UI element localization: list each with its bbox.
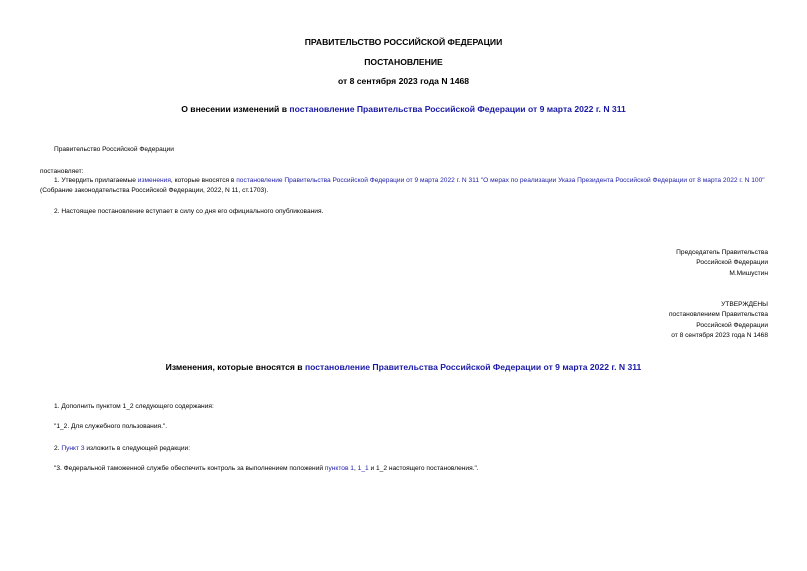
paragraph-1-text-a: 1. Утвердить прилагаемые: [54, 177, 138, 184]
paragraph-1-text-c: (Собрание законодательства Российской Федерации, 2022, N 11, ст.1703).: [40, 187, 269, 195]
decrees-text: постановляет:: [40, 168, 84, 175]
change-2-number: 2.: [54, 445, 62, 452]
change-3: [54, 464, 774, 474]
link-punkt-1[interactable]: пунктов 1: [324, 465, 354, 472]
signature-org: Российской Федерации: [696, 259, 768, 267]
link-izmeneniya[interactable]: изменения: [137, 177, 171, 184]
change-2: [54, 444, 190, 454]
paragraph-1: [40, 176, 770, 197]
signature-position: Председатель Правительства: [676, 249, 768, 256]
signature-name: М.Мишустин: [729, 269, 768, 277]
change-1-quote: "1_2. Для служебного пользования.".: [54, 423, 168, 430]
approved-date: от 8 сентября 2023 года N 1468: [671, 332, 768, 340]
changes-title-prefix: Изменения, которые вносятся в: [165, 362, 305, 372]
change-2-text: изложить в следующей редакции:: [84, 445, 191, 452]
change-3-text-a: "3. Федеральной таможенной службе обеспечить контроль за выполнением положений: [54, 465, 325, 472]
paragraph-2: 2. Настоящее постановление вступает в силу со дня его официального опубликования.: [54, 208, 324, 215]
changes-title: [0, 362, 807, 372]
document-title: [0, 104, 807, 114]
approved-org: Российской Федерации: [696, 321, 768, 329]
signature-block: [540, 248, 768, 279]
change-1: 1. Дополнить пунктом 1_2 следующего содержания:: [54, 403, 214, 410]
link-punkt-1-1[interactable]: 1_1: [357, 465, 369, 472]
approved-label: УТВЕРЖДЕНЫ: [721, 301, 768, 308]
document-date-number: от 8 сентября 2023 года N 1468: [337, 76, 470, 86]
link-decree-311-full[interactable]: постановление Правительства Российской Федерации от 9 марта 2022 г. N 311 "О мерах по реализации Указа Президента Российской Федерации от 8 марта 2022 г. N 100": [236, 177, 765, 184]
change-3-separator: ,: [353, 465, 358, 472]
changes-title-link-decree-311[interactable]: постановление Правительства Российской Федерации от 9 марта 2022 г. N 311: [304, 362, 642, 372]
approved-by: постановлением Правительства: [668, 311, 768, 319]
issuer-text: Правительство Российской Федерации: [54, 146, 174, 153]
government-heading: ПРАВИТЕЛЬСТВО РОССИЙСКОЙ ФЕДЕРАЦИИ: [304, 37, 503, 47]
change-3-text-b: и 1_2 настоящего постановления.".: [368, 465, 479, 472]
title-link-decree-311[interactable]: постановление Правительства Российской Федерации от 9 марта 2022 г. N 311: [289, 104, 626, 114]
approved-block: [540, 300, 768, 342]
paragraph-1-text-b: , которые вносятся в: [170, 177, 237, 184]
title-prefix: О внесении изменений в: [181, 104, 290, 114]
link-punkt-3[interactable]: Пункт 3: [61, 445, 85, 452]
document-type: ПОСТАНОВЛЕНИЕ: [364, 57, 443, 67]
